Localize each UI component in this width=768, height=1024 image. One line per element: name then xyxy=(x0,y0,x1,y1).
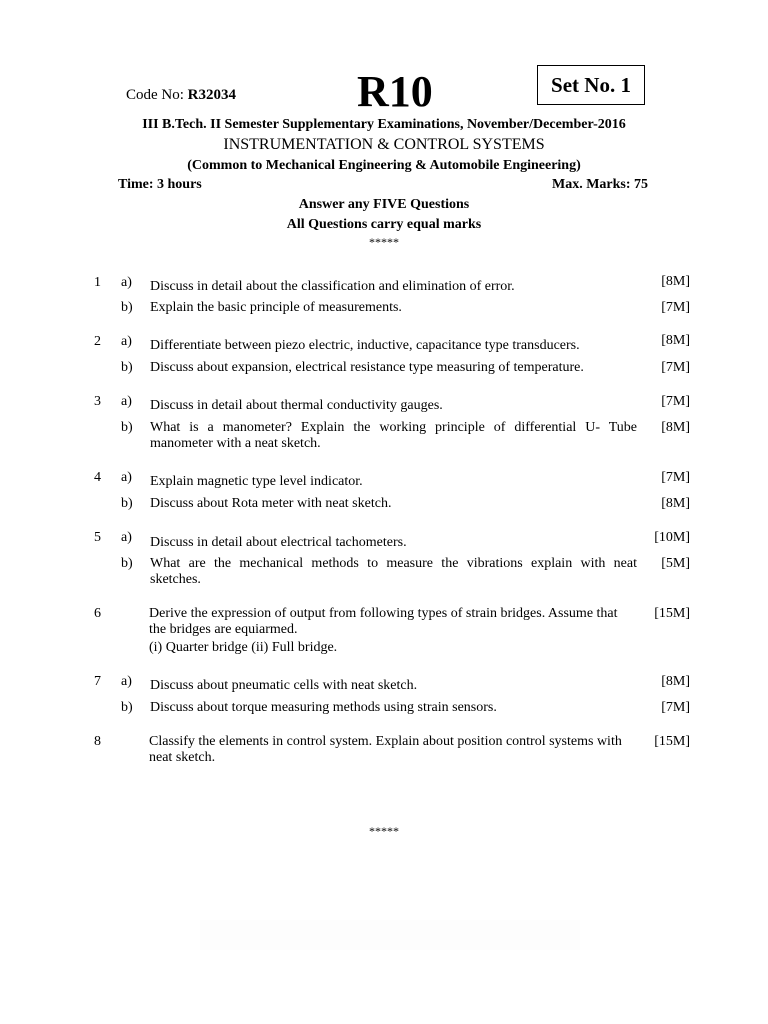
question-text: Classify the elements in control system. Explain about position control systems with neat sketch. xyxy=(149,734,622,765)
question-number: 5 xyxy=(94,530,101,545)
question-number: 6 xyxy=(94,606,101,621)
marks: [8M] xyxy=(661,274,690,289)
exam-title: III B.Tech. II Semester Supplementary Examinations, November/December-2016 xyxy=(142,117,626,132)
question-number: 7 xyxy=(94,674,101,689)
marks: [7M] xyxy=(661,394,690,409)
question-number: 1 xyxy=(94,275,101,290)
marks: [5M] xyxy=(661,556,690,571)
marks: [7M] xyxy=(661,470,690,485)
marks: [10M] xyxy=(654,530,690,545)
marks: [8M] xyxy=(661,674,690,689)
part-label: a) xyxy=(121,275,132,290)
part-label: b) xyxy=(121,360,133,375)
question-number: 8 xyxy=(94,734,101,749)
part-label: b) xyxy=(121,556,133,571)
question-text: Derive the expression of output from following types of strain bridges. Assume that the bridges are equiarmed. xyxy=(149,606,618,637)
code-prefix: Code No: xyxy=(126,87,188,103)
part-label: b) xyxy=(121,496,133,511)
question-text: Discuss about expansion, electrical resistance type measuring of temperature. xyxy=(150,360,584,375)
code-value: R32034 xyxy=(187,87,237,103)
marks: [7M] xyxy=(661,300,690,315)
part-label: a) xyxy=(121,334,132,349)
code-number xyxy=(126,87,236,104)
question-text: What is a manometer? Explain the working principle of differential U- Tube manometer with a neat sketch. xyxy=(150,420,637,451)
question-number: 4 xyxy=(94,470,101,485)
part-label: b) xyxy=(121,700,133,715)
question-subtext: (i) Quarter bridge (ii) Full bridge. xyxy=(149,640,338,655)
subject-title: INSTRUMENTATION & CONTROL SYSTEMS xyxy=(223,136,545,153)
instruction-answer: Answer any FIVE Questions xyxy=(298,197,470,212)
question-text: Explain magnetic type level indicator. xyxy=(150,474,363,489)
header-separator: ***** xyxy=(369,235,399,249)
part-label: a) xyxy=(121,394,132,409)
instruction-marks: All Questions carry equal marks xyxy=(286,217,482,232)
marks: [7M] xyxy=(661,700,690,715)
common-to: (Common to Mechanical Engineering & Automobile Engineering) xyxy=(187,158,581,173)
question-text: Discuss about Rota meter with neat sketch. xyxy=(150,496,392,511)
set-number-box: Set No. 1 xyxy=(537,65,645,105)
question-text: Explain the basic principle of measurements. xyxy=(150,300,402,315)
marks: [8M] xyxy=(661,496,690,511)
question-text: Discuss about torque measuring methods using strain sensors. xyxy=(150,700,497,715)
question-number: 2 xyxy=(94,334,101,349)
part-label: b) xyxy=(121,300,133,315)
footer-separator: ***** xyxy=(369,824,399,838)
question-text: Discuss in detail about thermal conductivity gauges. xyxy=(150,398,443,413)
question-text: Discuss about pneumatic cells with neat sketch. xyxy=(150,678,418,693)
marks: [7M] xyxy=(661,360,690,375)
part-label: a) xyxy=(121,674,132,689)
marks: [8M] xyxy=(661,333,690,348)
part-label: b) xyxy=(121,420,133,435)
question-text: What are the mechanical methods to measure the vibrations explain with neat sketches. xyxy=(150,556,637,587)
regulation-label: R10 xyxy=(357,67,433,116)
part-label: a) xyxy=(121,470,132,485)
marks: [15M] xyxy=(654,734,690,749)
duration: Time: 3 hours xyxy=(118,177,202,192)
part-label: a) xyxy=(121,530,132,545)
marks: [15M] xyxy=(654,606,690,621)
question-text: Differentiate between piezo electric, inductive, capacitance type transducers. xyxy=(150,338,580,353)
marks: [8M] xyxy=(661,420,690,435)
page-background-band xyxy=(200,920,580,950)
max-marks: Max. Marks: 75 xyxy=(552,177,649,192)
question-text: Discuss in detail about the classification and elimination of error. xyxy=(150,279,515,294)
question-text: Discuss in detail about electrical tachometers. xyxy=(150,535,407,550)
question-number: 3 xyxy=(94,394,101,409)
